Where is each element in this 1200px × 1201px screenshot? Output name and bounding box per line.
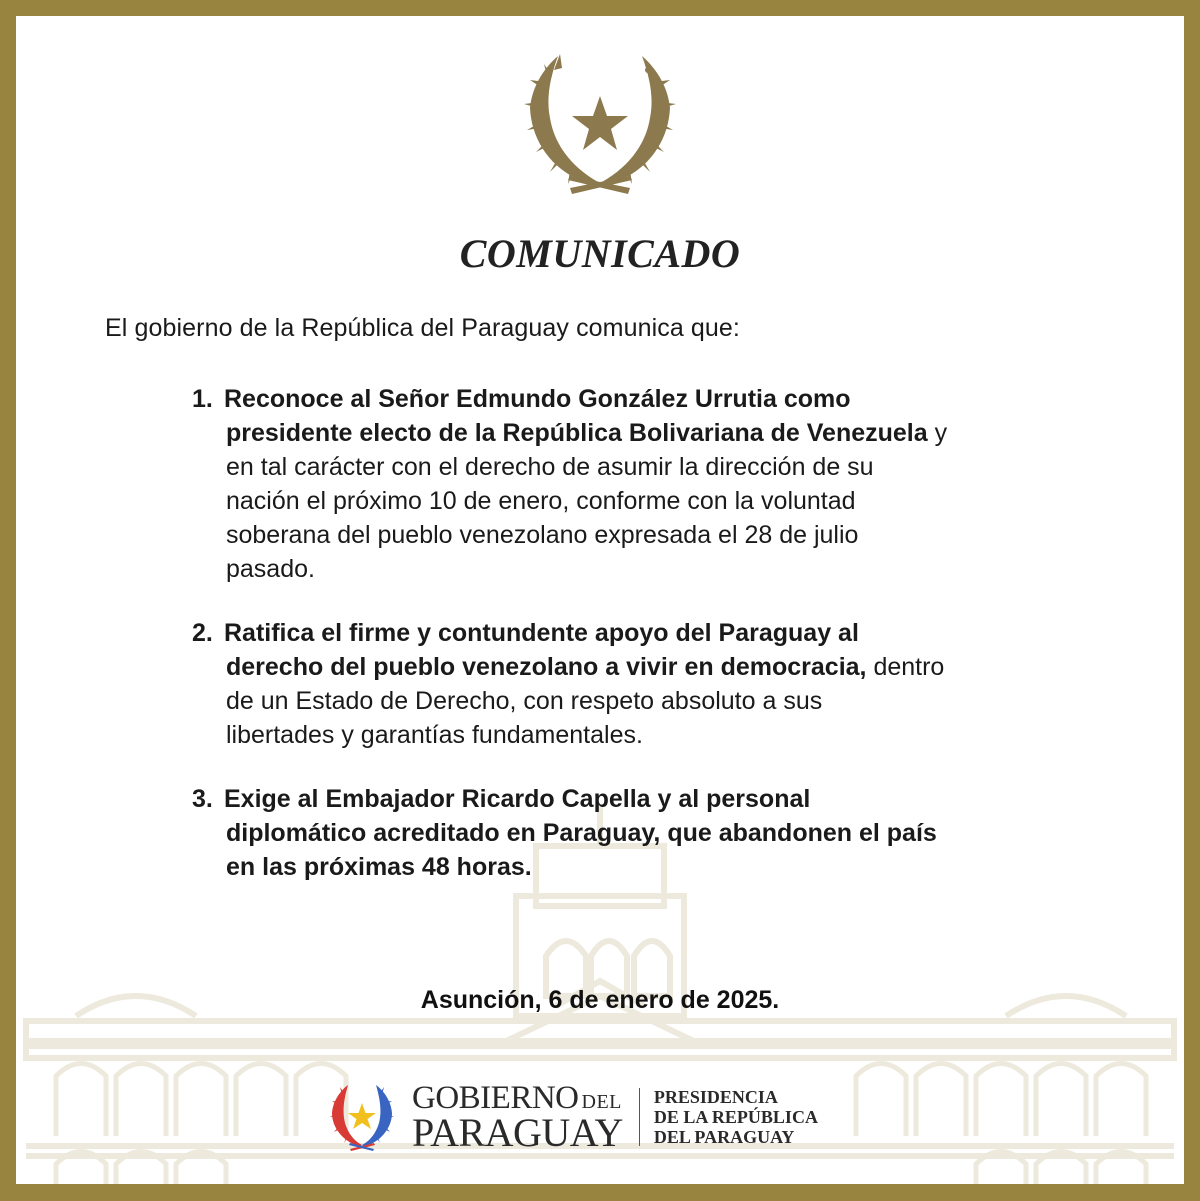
- intro-text: El gobierno de la República del Paraguay comunica que:: [105, 314, 740, 342]
- list-item-3: 3. Exige al Embajador Ricardo Capella y al personal diplomático acreditado en Paraguay, que abandonen el país en las próximas 48 horas.: [192, 782, 1092, 884]
- presidencia-wordmark: PRESIDENCIA DE LA REPÚBLICA DEL PARAGUAY: [653, 1087, 818, 1147]
- laurel-wreath-star-icon: [520, 48, 680, 196]
- list-item-1: 1. Reconoce al Señor Edmundo González Urrutia como presidente electo de la República Bolivariana de Venezuela y en tal carácter con el derecho de asumir la dirección de su nación el próximo 10 de enero, conforme con la voluntad soberana del pueblo venezolano expresada el 28 de julio pasado.: [192, 382, 1092, 586]
- communique-page: [16, 16, 1184, 1184]
- document-title: COMUNICADO: [459, 231, 741, 276]
- item-number: 3.: [192, 785, 213, 813]
- logo-divider: [639, 1088, 640, 1146]
- list-item-2: 2. Ratifica el firme y contundente apoyo del Paraguay al derecho del pueblo venezolano a vivir en democracia, dentro de un Estado de Derecho, con respeto absoluto a sus libertades y garantías fundamentales.: [192, 616, 1092, 752]
- government-logo: [330, 1079, 818, 1155]
- item-number: 1.: [192, 385, 213, 413]
- item-number: 2.: [192, 619, 213, 647]
- paraguay-government-wreath-star-icon: [330, 1083, 394, 1151]
- date-line: Asunción, 6 de enero de 2025.: [420, 986, 780, 1014]
- gobierno-del-paraguay-wordmark: GOBIERNO DEL PARAGUAY: [412, 1079, 623, 1155]
